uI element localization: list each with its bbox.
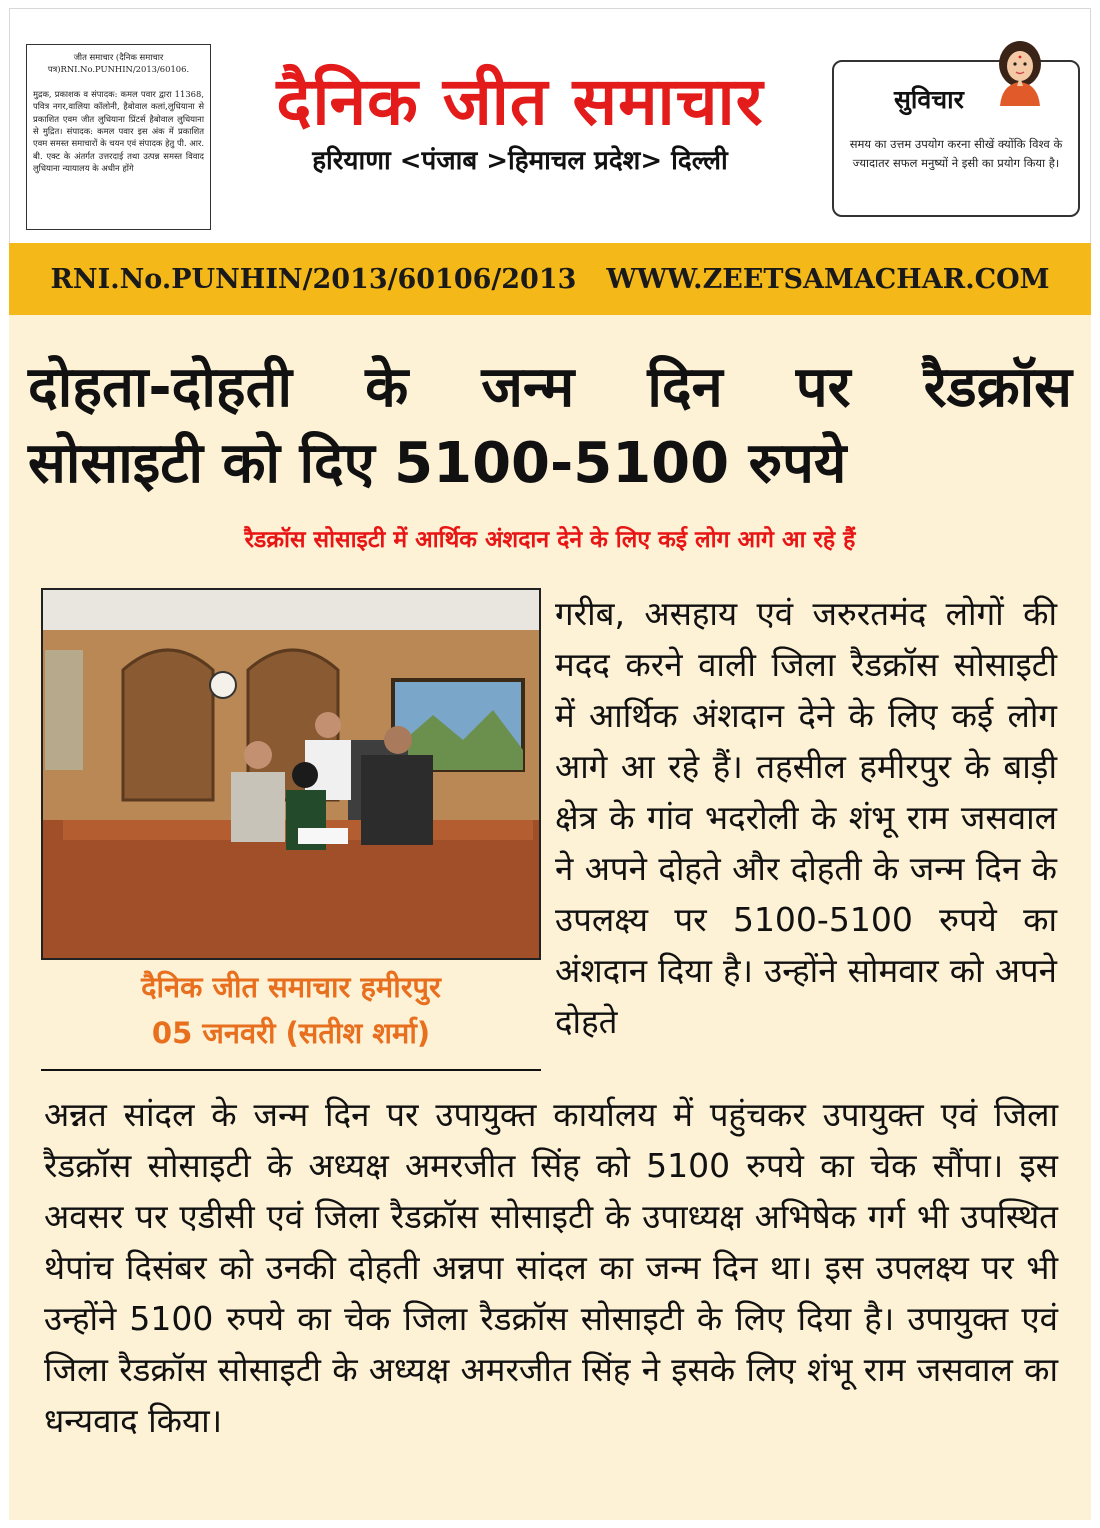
article-photo	[41, 588, 541, 960]
caption-line-1: दैनिक जीत समाचार हमीरपुर	[141, 970, 441, 1004]
newspaper-title: दैनिक जीत समाचार	[276, 63, 764, 140]
headline-word: पर	[795, 355, 851, 420]
masthead	[220, 62, 820, 178]
rni-number: RNI.No.PUNHIN/2013/60106/2013	[50, 263, 577, 295]
thought-text: समय का उत्तम उपयोग करना सीखें क्योंकि विश्व के ज्यादातर सफल मनुष्यों ने इसी का प्रयोग किया है।	[849, 137, 1063, 170]
coverage-regions: हरियाणा <पंजाब >हिमाचल प्रदेश> दिल्ली	[312, 146, 728, 176]
headline-word: रैडक्रॉस	[923, 355, 1072, 420]
thought-title: सुविचार	[894, 85, 964, 114]
article-body-column: गरीब, असहाय एवं जरुरतमंद लोगों की मदद करने वाली जिला रैडक्रॉस सोसाइटी में आर्थिक अंशदान देने के लिए कई लोग आगे आ रहे हैं। तहसील हमीरपुर के बाड़ी क्षेत्र के गांव भदरोली के शंभू राम जसवाल ने अपने दोहते और दोहती के जन्म दिन के उपलक्ष्य पर 5100-5100 रुपये का अंशदान दिया है। उन्होंने सोमवार को अपने दोहते	[555, 594, 1057, 1041]
notice-title: जीत समाचार (दैनिक समाचार पत्र)RNI.No.PUNHIN/2013/60106.	[47, 52, 190, 75]
caption-divider	[41, 1069, 541, 1071]
headline-line-2: सोसाइटी को दिए 5100-5100 रुपये	[28, 431, 847, 496]
article-body-full: अन्नत सांदल के जन्म दिन पर उपायुक्त कार्यालय में पहुंचकर उपायुक्त एवं जिला रैडक्रॉस सोसाइटी के अध्यक्ष अमरजीत सिंह को 5100 रुपये का चेक सौंपा। इस अवसर पर एडीसी एवं जिला रैडक्रॉस सोसाइटी के उपाध्यक्ष अभिषेक गर्ग भी उपस्थित थेपांच दिसंबर को उनकी दोहती अन्नपा सांदल का जन्म दिन था। इस उपलक्ष्य पर भी उन्होंने 5100 रुपये का चेक जिला रैडक्रॉस सोसाइटी के लिए दिया है। उपायुक्त एवं जिला रैडक्रॉस सोसाइटी के अध्यक्ष अमरजीत सिंह ने इसके लिए शंभू राम जसवाल का धन्यवाद किया।	[44, 1095, 1058, 1440]
namaste-woman-icon	[990, 38, 1050, 106]
website-url: WWW.ZEETSAMACHAR.COM	[606, 263, 1050, 295]
photo-caption	[41, 964, 541, 1056]
headline-word: जन्म	[481, 355, 575, 420]
article-subheadline: रैडक्रॉस सोसाइटी में आर्थिक अंशदान देने के लिए कई लोग आगे आ रहे हैं	[244, 527, 856, 553]
rni-band	[9, 243, 1091, 315]
notice-body: मुद्रक, प्रकाशक व संपादक: कमल पवार द्वारा 11368, पवित्र नगर,वालिया कॉलोनी, हैबोवाल कलां,लुधियाना से प्रकाशित एवम जीत लुधियाना प्रिंटर्स हैबोवाल लुधियाना से मुद्रित। संपादक: कमल पवार इस अंक में प्रकाशित एवम समस्त समाचारों के चयन एवं संपादक हेतु पी. आर. बी. एक्ट के अंतर्गत उत्तरदाई तथा उत्पन्न समस्त विवाद लुधियाना न्यायालय के अधीन होंगे	[33, 88, 204, 174]
article-headline	[28, 350, 1072, 502]
headline-word: के	[365, 355, 409, 420]
headline-word: दिन	[647, 355, 723, 420]
caption-line-2: 05 जनवरी (सतीश शर्मा)	[151, 1016, 431, 1050]
publisher-notice	[26, 44, 211, 230]
photo-illustration	[43, 590, 539, 958]
headline-word: दोहता-दोहती	[28, 355, 293, 420]
headline-line-1	[28, 350, 1072, 426]
